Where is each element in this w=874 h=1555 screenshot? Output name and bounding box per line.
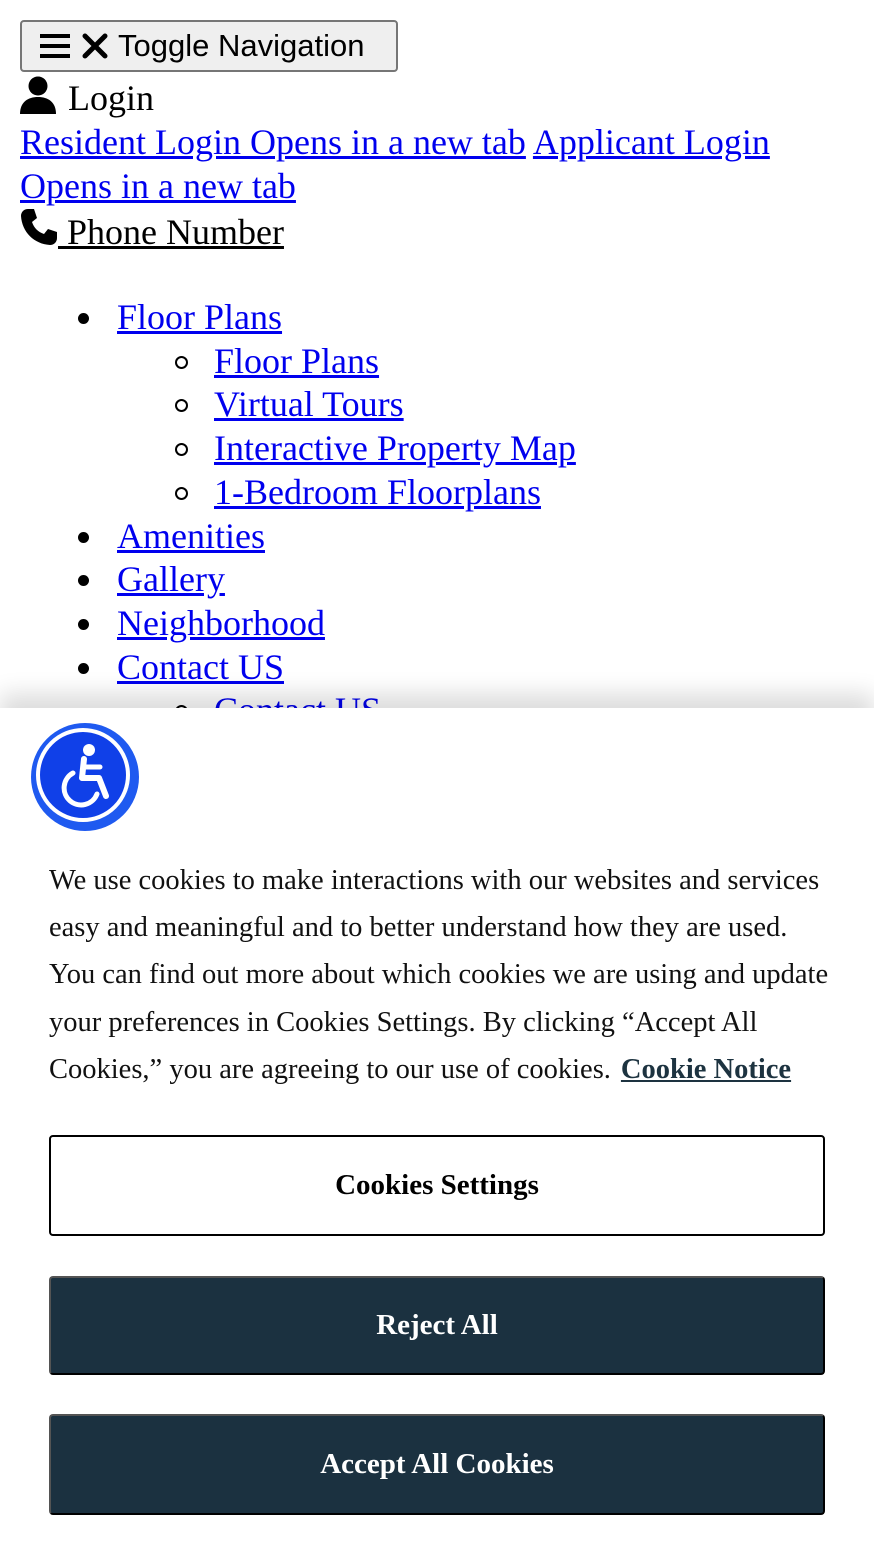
phone-icon — [20, 208, 58, 256]
subnav-link-1-bedroom[interactable]: 1-Bedroom Floorplans — [214, 471, 541, 512]
subnav-item-floor-plans — [117, 340, 576, 384]
login-links — [20, 120, 850, 208]
close-icon — [82, 33, 108, 59]
cookie-banner — [0, 708, 874, 1555]
accessibility-button[interactable] — [31, 723, 139, 831]
cookie-message — [49, 857, 839, 1094]
nav-item-gallery — [0, 558, 576, 602]
cookie-message-text: We use cookies to make interactions with our websites and services easy and meaningful and to better understand how they are used. You can find out more about which cookies we are using and update your preferences in Cookies Settings. By clicking “Accept All Cookies,” you are agreeing to our use of cookies. — [49, 864, 829, 1086]
nav-item-floor-plans — [0, 296, 576, 515]
nav-link-amenities[interactable]: Amenities — [117, 515, 265, 556]
phone-number-label: Phone Number — [58, 212, 284, 252]
subnav-link-virtual-tours[interactable]: Virtual Tours — [214, 384, 404, 425]
login-heading — [20, 76, 154, 124]
subnav-item-property-map — [117, 427, 576, 471]
login-label: Login — [68, 78, 154, 118]
applicant-login-link[interactable]: Applicant Login Opens in a new tab — [20, 122, 770, 206]
cookies-settings-button[interactable]: Cookies Settings — [49, 1135, 825, 1236]
accessibility-icon — [54, 742, 116, 813]
nav-link-floor-plans[interactable]: Floor Plans — [117, 297, 283, 337]
subnav-item-virtual-tours — [117, 383, 576, 427]
phone-number-link[interactable] — [20, 212, 284, 252]
main-navigation — [0, 296, 576, 733]
accept-all-cookies-button[interactable]: Accept All Cookies — [49, 1414, 825, 1515]
subnav-item-1-bedroom — [117, 471, 576, 515]
user-icon — [20, 76, 56, 124]
nav-item-amenities — [0, 515, 576, 559]
resident-login-link[interactable]: Resident Login Opens in a new tab — [20, 122, 526, 162]
subnav-link-property-map[interactable]: Interactive Property Map — [214, 428, 576, 469]
nav-link-gallery[interactable]: Gallery — [117, 559, 225, 600]
reject-all-button[interactable]: Reject All — [49, 1276, 825, 1375]
menu-icon — [40, 33, 70, 59]
subnav-link-floor-plans[interactable]: Floor Plans — [214, 340, 380, 381]
nav-item-neighborhood — [0, 602, 576, 646]
toggle-navigation-button[interactable] — [20, 20, 398, 72]
nav-link-neighborhood[interactable]: Neighborhood — [117, 602, 325, 643]
nav-link-contact[interactable]: Contact US — [117, 646, 284, 687]
cookie-notice-link[interactable]: Cookie Notice — [620, 1054, 792, 1086]
phone-row — [20, 208, 284, 256]
toggle-navigation-label: Toggle Navigation — [118, 28, 365, 63]
